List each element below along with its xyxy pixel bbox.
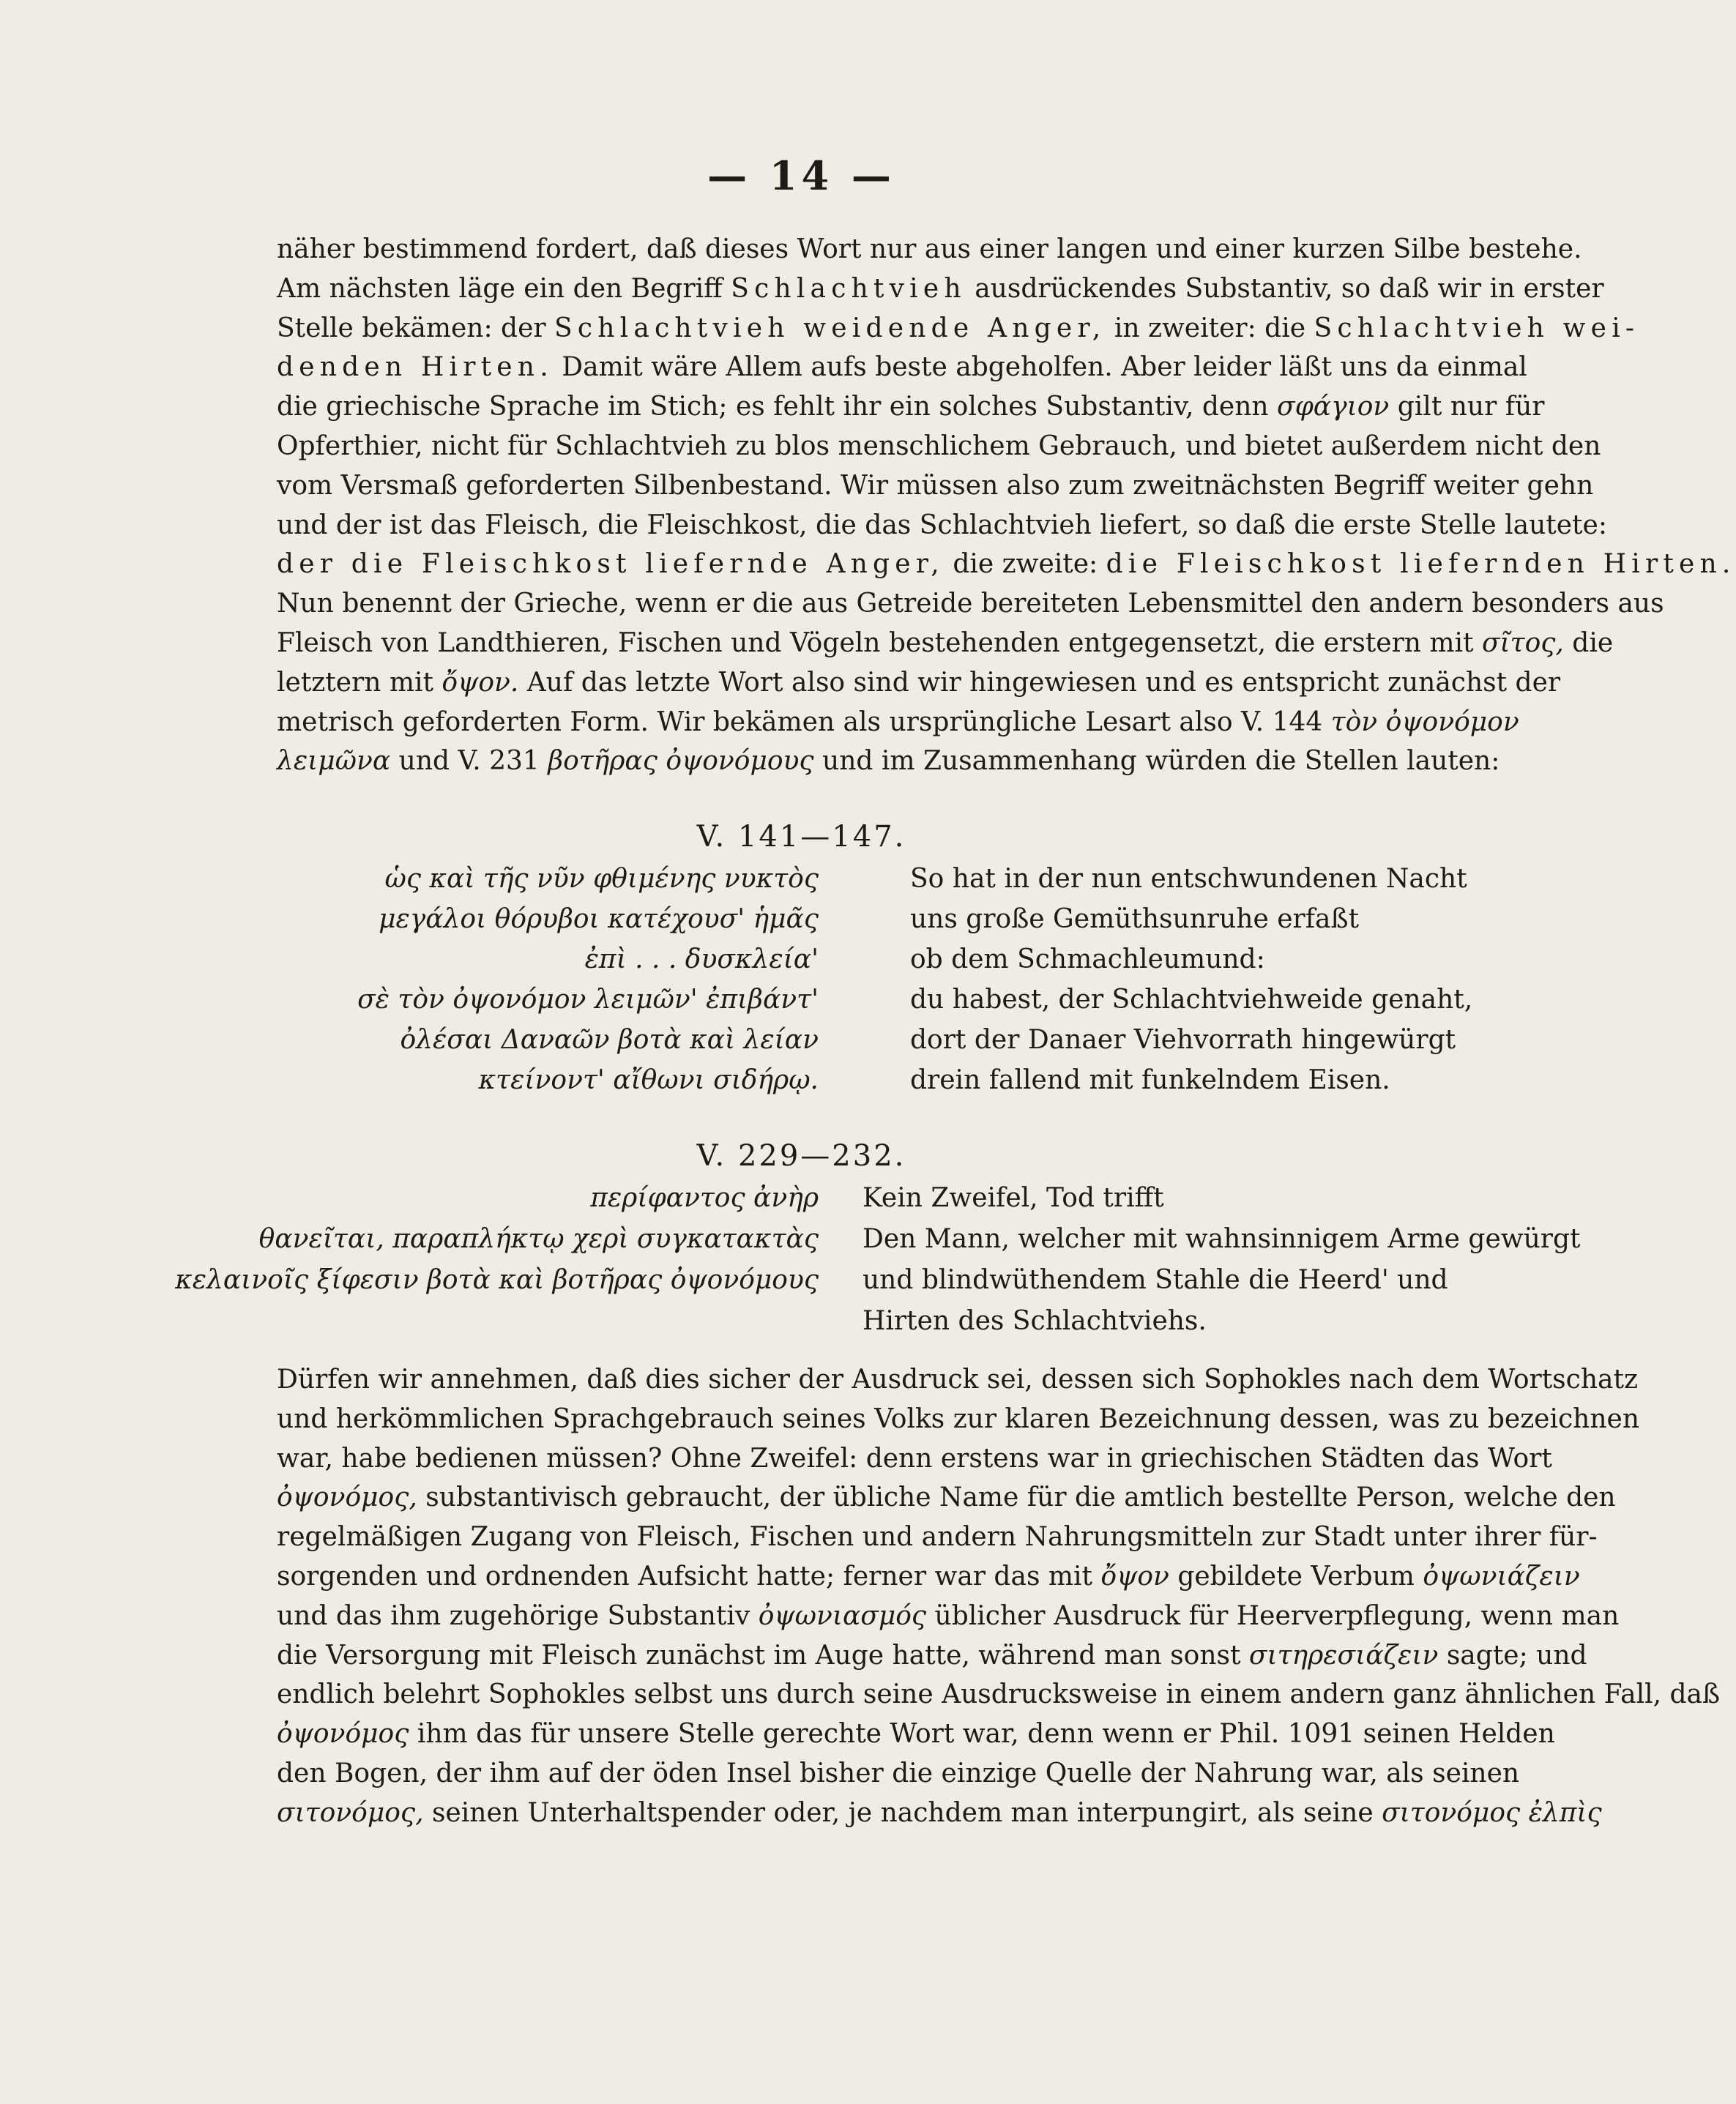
verse-line (175, 1265, 1507, 1306)
text-line (277, 1400, 1640, 1439)
text-run: Auf das letzte Wort also sind wir hingewiesen und es entspricht zunächst der (518, 667, 1561, 698)
greek-verse: ὀλέσαι Δαναῶν βοτὰ καὶ λείαν (400, 1025, 819, 1055)
verse-line (277, 1065, 1507, 1106)
greek-word: ὀψονόμος (277, 1719, 409, 1750)
greek-word: σιτονόμος ἐλπὶς (1382, 1797, 1602, 1828)
text-run: die zweite: (944, 549, 1106, 580)
text-line (277, 466, 1594, 506)
text-run: war, habe bedienen müssen? Ohne Zweifel: denn erstens war in griechischen Städten das Wort (277, 1443, 1552, 1474)
verse-line (258, 1224, 1581, 1265)
text-run: die griechische Sprache im Stich; es fehlt ihr ein solches Substantiv, denn (277, 392, 1278, 422)
greek-word: σιτηρεσιάζειν (1248, 1640, 1439, 1671)
text-line (277, 1557, 1580, 1597)
text-run: gilt nur für (1389, 392, 1545, 422)
text-run: Opferthier, nicht für Schlachtvieh zu blos menschlichem Gebrauch, und bietet außerdem nicht den (277, 430, 1601, 461)
greek-word: ὀψονόμος, (277, 1482, 417, 1513)
spaced-emphasis: der die Fleischkost liefernde Anger, (277, 549, 945, 580)
text-run: in zweiter: die (1106, 313, 1314, 343)
greek-verse: θανεῖται, παραπλήκτῳ χερὶ συγκατακτὰς (258, 1224, 819, 1254)
greek-word: ὄψον (1100, 1561, 1169, 1592)
german-translation: So hat in der nun entschwundenen Nacht (910, 864, 1467, 894)
text-line (277, 506, 1607, 545)
german-translation: Den Mann, welcher mit wahnsinnigem Arme gewürgt (863, 1224, 1581, 1254)
text-run: Fleisch von Landthieren, Fischen und Vögeln bestehenden entgegensetzt, die erstern mit (277, 627, 1482, 658)
verse-line (277, 864, 1507, 905)
text-run: und herkömmlichen Sprachgebrauch seines Volks zur klaren Bezeichnung dessen, was zu bezeichnen (277, 1403, 1640, 1434)
page-number: — 14 — (707, 152, 895, 199)
text-line (277, 663, 1561, 703)
verse-line (277, 985, 1507, 1026)
text-run: üblicher Ausdruck für Heerverpflegung, wenn man (926, 1600, 1620, 1631)
text-run: Stelle bekämen: der (277, 313, 555, 343)
verse-line (277, 1025, 1507, 1066)
text-line (277, 387, 1545, 427)
text-line (277, 1518, 1598, 1557)
text-run: die (1563, 627, 1614, 658)
text-line (277, 742, 1507, 781)
paragraph-1 (277, 230, 1736, 781)
text-run: Am nächsten läge ein den Begriff (277, 273, 731, 304)
greek-verse: περίφαντος ἀνὴρ (590, 1183, 819, 1213)
greek-verse: κελαινοῖς ξίφεσιν βοτὰ καὶ βοτῆρας ὀψονόμους (175, 1265, 819, 1295)
greek-word: λειμῶνα (277, 746, 391, 777)
verse-heading-2: V. 229—232. (696, 1139, 906, 1173)
german-translation: drein fallend mit funkelndem Eisen. (910, 1065, 1390, 1095)
text-line (277, 348, 1527, 387)
text-line (277, 1636, 1587, 1676)
text-run: und V. 231 (390, 746, 548, 777)
greek-word: ὀψωνιάζειν (1423, 1561, 1580, 1592)
spaced-emphasis: Schlachtvieh weidende Anger, (554, 313, 1106, 343)
greek-word: σῖτος, (1481, 627, 1564, 658)
verse-line (277, 944, 1507, 985)
text-line (277, 545, 1736, 584)
spaced-emphasis: die Fleischkost liefernden Hirten. (1106, 549, 1736, 580)
german-translation: ob dem Schmachleumund: (910, 944, 1265, 974)
spaced-emphasis: denden Hirten. (277, 352, 554, 383)
text-line (277, 1439, 1552, 1479)
text-run: und der ist das Fleisch, die Fleischkost, die das Schlachtvieh liefert, so daß die erste Stelle lautete: (277, 510, 1607, 540)
text-line (277, 1675, 1721, 1715)
text-run: und im Zusammenhang würden die Stellen lauten: (813, 746, 1500, 777)
text-line (277, 1794, 1602, 1833)
text-line (277, 1597, 1620, 1636)
text-run: seinen Unterhaltspender oder, je nachdem man interpungirt, als seine (423, 1797, 1382, 1828)
text-run: ihm das für unsere Stelle gerechte Wort war, denn wenn er Phil. 1091 seinen Helden (409, 1719, 1555, 1750)
german-translation: und blindwüthendem Stahle die Heerd' und (863, 1265, 1448, 1295)
text-run: substantivisch gebraucht, der übliche Name für die amtlich bestellte Person, welche den (417, 1482, 1616, 1513)
greek-word: βοτῆρας ὀψονόμους (548, 746, 814, 777)
german-translation: Kein Zweifel, Tod trifft (863, 1183, 1164, 1213)
text-run: den Bogen, der ihm auf der öden Insel bisher die einzige Quelle der Nahrung war, als seinen (277, 1758, 1520, 1788)
text-line (277, 309, 1640, 348)
text-run: sorgenden und ordnenden Aufsicht hatte; ferner war das mit (277, 1561, 1101, 1592)
greek-word: ὀψωνιασμός (758, 1600, 927, 1631)
text-run: Dürfen wir annehmen, daß dies sicher der Ausdruck sei, dessen sich Sophokles nach dem Wortschatz (277, 1365, 1638, 1395)
german-translation: Hirten des Schlachtviehs. (863, 1306, 1207, 1336)
greek-verse: ὡς καὶ τῆς νῦν φθιμένης νυκτὸς (384, 864, 819, 894)
text-line (277, 1478, 1616, 1518)
text-run: Damit wäre Allem aufs beste abgeholfen. Aber leider läßt uns da einmal (553, 352, 1527, 383)
verse-line (277, 1306, 1507, 1347)
greek-word: σφάγιον (1277, 392, 1390, 422)
text-run: vom Versmaß geforderten Silbenbestand. Wir müssen also zum zweitnächsten Begriff weiter gehn (277, 470, 1594, 501)
text-line (277, 703, 1519, 742)
text-line (277, 427, 1601, 466)
text-run: und das ihm zugehörige Substantiv (277, 1600, 759, 1631)
german-translation: uns große Gemüthsunruhe erfaßt (910, 904, 1360, 934)
text-run: gebildete Verbum (1169, 1561, 1423, 1592)
paragraph-2 (277, 1360, 1721, 1833)
verse-heading-1: V. 141—147. (696, 820, 906, 854)
text-run: die Versorgung mit Fleisch zunächst im Auge hatte, während man sonst (277, 1640, 1249, 1671)
text-line (277, 624, 1614, 663)
text-line (277, 269, 1604, 309)
greek-verse: ἐπὶ . . . δυσκλεία' (584, 944, 819, 974)
verse-line (277, 904, 1507, 945)
german-translation: du habest, der Schlachtviehweide genaht, (910, 985, 1473, 1015)
text-run: Nun benennt der Grieche, wenn er die aus Getreide bereiteten Lebensmittel den andern besonders aus (277, 589, 1664, 619)
text-run: metrisch geforderten Form. Wir bekämen als ursprüngliche Lesart also V. 144 (277, 706, 1331, 737)
text-run: sagte; und (1438, 1640, 1587, 1671)
greek-verse: κτείνοντ' αἴθωνι σιδήρῳ. (478, 1065, 819, 1095)
greek-verse: σὲ τὸν ὀψονόμον λειμῶν' ἐπιβάντ' (357, 985, 819, 1015)
text-run: ausdrückendes Substantiv, so daß wir in erster (966, 273, 1604, 304)
greek-word: ὄψον. (442, 667, 519, 698)
german-translation: dort der Danaer Viehvorrath hingewürgt (910, 1025, 1456, 1055)
text-run: näher bestimmend fordert, daß dieses Wort nur aus einer langen und einer kurzen Silbe bestehe. (277, 234, 1582, 264)
text-run: regelmäßigen Zugang von Fleisch, Fischen und andern Nahrungsmitteln zur Stadt unter ihrer für- (277, 1522, 1598, 1553)
text-line (277, 584, 1664, 624)
spaced-emphasis: Schlachtvieh wei- (1314, 313, 1640, 343)
verse-line (277, 1183, 1507, 1224)
greek-word: σιτονόμος, (277, 1797, 424, 1828)
greek-verse: μεγάλοι θόρυβοι κατέχουσ' ἡμᾶς (379, 904, 819, 934)
text-line (277, 230, 1582, 269)
text-run: letztern mit (277, 667, 442, 698)
spaced-emphasis: Schlachtvieh (731, 273, 966, 304)
text-line (277, 1360, 1638, 1400)
greek-word: τὸν ὀψονόμον (1330, 706, 1519, 737)
text-run: endlich belehrt Sophokles selbst uns durch seine Ausdrucksweise in einem andern ganz ähnlichen Fall, daß (277, 1679, 1721, 1710)
text-line (277, 1715, 1555, 1754)
text-line (277, 1754, 1520, 1794)
